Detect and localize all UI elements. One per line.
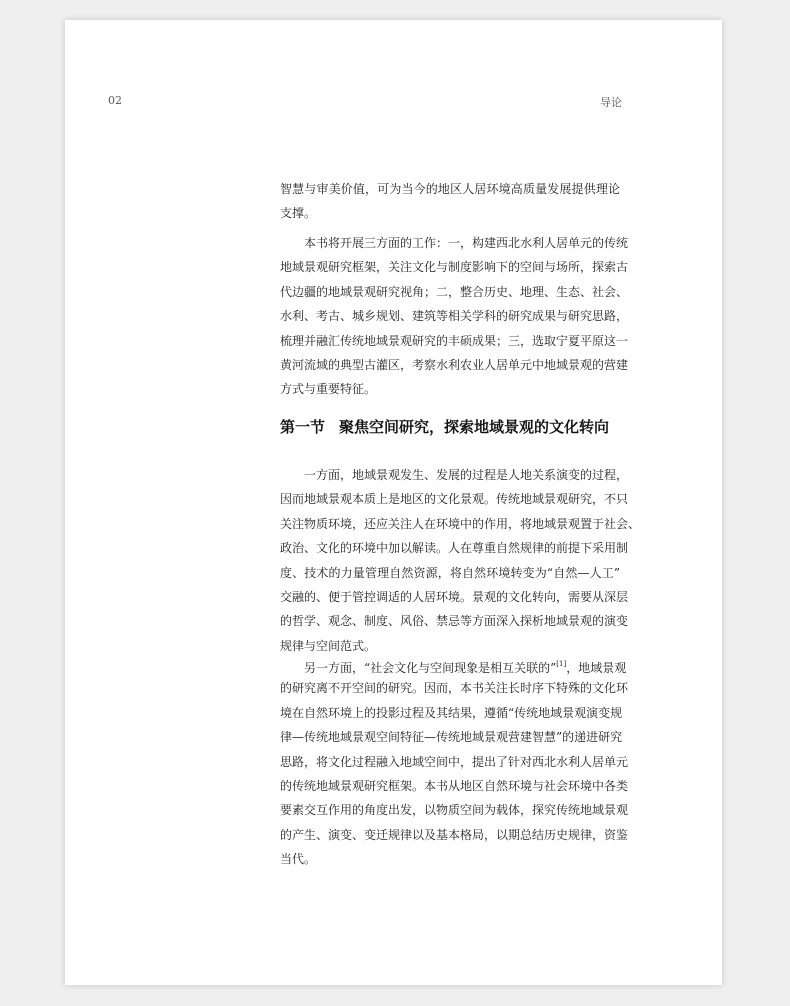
paragraph-spatial-research [280, 652, 629, 872]
page-number: 02 [108, 94, 122, 107]
text-fragment: 另一方面，“社会文化与空间现象是相互关联的” [304, 661, 557, 675]
text-line: 的研究离不开空间的研究。因而，本书关注长时序下特殊的文化环 [280, 681, 629, 696]
text-line: 代边疆的地域景观研究视角；二，整合历史、地理、生态、社会、 [280, 284, 629, 299]
text-line: 政治、文化的环境中加以解读。人在尊重自然规律的前提下采用制 [280, 541, 629, 556]
section-title: 聚焦空间研究，探索地域景观的文化转向 [339, 418, 610, 436]
text-line: 一方面，地域景观发生、发展的过程是人地关系演变的过程， [304, 468, 629, 482]
text-line: 要素交互作用的角度出发，以物质空间为载体，探究传统地域景观 [280, 803, 629, 818]
text-line: 水利、考古、城乡规划、建筑等相关学科的研究成果与研究思路， [280, 309, 629, 324]
text-line [280, 652, 627, 676]
section-label: 第一节 [280, 418, 326, 436]
footnote-ref[interactable]: [1] [556, 660, 567, 668]
text-line: 的产生、演变、变迁规律以及基本格局，以期总结历史规律，资鉴 [280, 827, 629, 842]
text-line: 黄河流域的典型古灌区，考察水利农业人居单元中地域景观的营建 [280, 357, 629, 372]
text-line: 律—传统地域景观空间特征—传统地域景观营建智慧”的递进研究 [280, 730, 623, 745]
text-line: 支撑。 [280, 206, 317, 221]
text-line: 智慧与审美价值，可为当今的地区人居环境高质量发展提供理论 [280, 182, 620, 196]
text-line: 本书将开展三方面的工作：一，构建西北水利人居单元的传统 [304, 236, 629, 250]
text-line: 关注物质环境，还应关注人在环境中的作用，将地域景观置于社会、 [280, 516, 641, 531]
text-line: 的哲学、观念、制度、风俗、禁忌等方面深入探析地域景观的演变 [280, 614, 629, 629]
text-line: 方式与重要特征。 [280, 382, 377, 397]
paragraph-cultural-turn [280, 463, 641, 658]
text-line: 度、技术的力量管理自然资源，将自然环境转变为“自然—人工” [280, 565, 620, 580]
text-line: 地域景观研究框架，关注文化与制度影响下的空间与场所，探索古 [280, 260, 629, 275]
text-line: 当代。 [280, 852, 317, 867]
text-line: 的传统地域景观研究框架。本书从地区自然环境与社会环境中各类 [280, 778, 629, 793]
text-line: 交融的、便于管控调适的人居环境。景观的文化转向，需要从深层 [280, 589, 629, 604]
text-line: 境在自然环境上的投影过程及其结果，遵循“传统地域景观演变规 [280, 705, 623, 720]
text-fragment: ，地域景观 [566, 661, 627, 675]
text-line: 思路，将文化过程融入地域空间中，提出了针对西北水利人居单元 [280, 754, 629, 769]
text-line: 梳理并融汇传统地域景观研究的丰硕成果；三，选取宁夏平原这一 [280, 333, 629, 348]
section-heading [280, 416, 620, 437]
paragraph-work-plan [280, 231, 629, 402]
paragraph-intro-end [280, 177, 620, 226]
running-title: 导论 [600, 96, 622, 109]
text-line: 规律与空间范式。 [280, 638, 377, 653]
text-line: 因而地域景观本质上是地区的文化景观。传统地域景观研究，不只 [280, 492, 629, 507]
